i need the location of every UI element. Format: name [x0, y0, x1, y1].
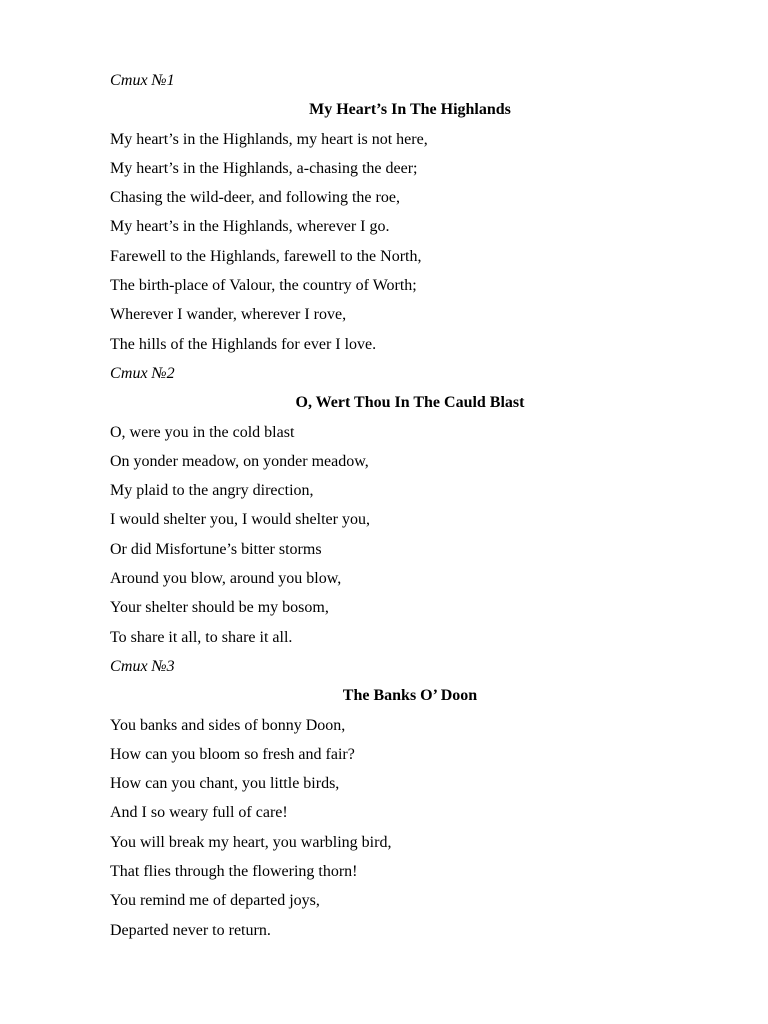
- poem-line: Departed never to return.: [110, 921, 271, 939]
- poem-lines: [110, 418, 710, 652]
- poem-line: I would shelter you, I would shelter you,: [110, 511, 370, 529]
- document-body: [110, 66, 710, 945]
- poem-line: The hills of the Highlands for ever I love.: [110, 335, 377, 353]
- poem-line: My plaid to the angry direction,: [110, 482, 314, 500]
- poem-lines: [110, 711, 710, 945]
- poem-line: How can you bloom so fresh and fair?: [110, 745, 355, 763]
- poem-line: Around you blow, around you blow,: [110, 570, 342, 588]
- poem-line: Farewell to the Highlands, farewell to the North,: [110, 247, 422, 265]
- poem-line: Chasing the wild-deer, and following the roe,: [110, 189, 400, 207]
- poem-title: The Banks O’ Doon: [342, 687, 478, 705]
- poem-label: Стих №2: [110, 364, 175, 382]
- poem-title: My Heart’s In The Highlands: [309, 101, 511, 119]
- poem-3: [110, 652, 710, 945]
- poem-line: You will break my heart, you warbling bird,: [110, 833, 392, 851]
- poem-line: Or did Misfortune’s bitter storms: [110, 540, 322, 558]
- poem-label: Стих №3: [110, 657, 175, 675]
- poem-line: And I so weary full of care!: [110, 804, 288, 822]
- poem-line: To share it all, to share it all.: [110, 628, 293, 646]
- poem-line: Your shelter should be my bosom,: [110, 599, 329, 617]
- poem-line: On yonder meadow, on yonder meadow,: [110, 452, 369, 470]
- poem-line: Wherever I wander, wherever I rove,: [110, 306, 347, 324]
- poem-lines: [110, 125, 710, 359]
- poem-title: O, Wert Thou In The Cauld Blast: [295, 394, 525, 412]
- poem-line: You banks and sides of bonny Doon,: [110, 716, 346, 734]
- poem-label: Стих №1: [110, 72, 175, 89]
- poem-line: My heart’s in the Highlands, my heart is not here,: [110, 130, 428, 148]
- poem-line: That flies through the flowering thorn!: [110, 863, 358, 881]
- poem-line: My heart’s in the Highlands, wherever I go.: [110, 218, 390, 236]
- poem-1: [110, 66, 710, 359]
- poem-line: O, were you in the cold blast: [110, 423, 295, 441]
- poem-line: My heart’s in the Highlands, a-chasing the deer;: [110, 159, 418, 177]
- poem-line: You remind me of departed joys,: [110, 892, 320, 910]
- poem-2: [110, 359, 710, 652]
- poem-line: How can you chant, you little birds,: [110, 775, 340, 793]
- poem-line: The birth-place of Valour, the country of Worth;: [110, 277, 417, 295]
